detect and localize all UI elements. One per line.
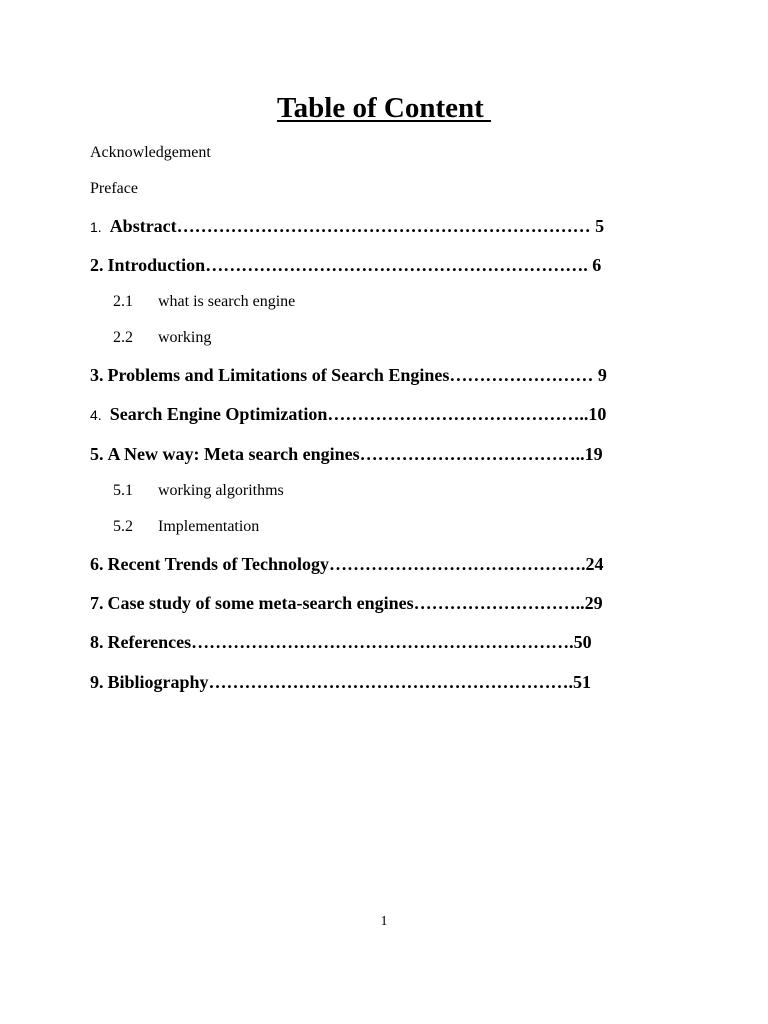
toc-entry-recent-trends [90, 554, 604, 575]
subentry-number: 5.1 [113, 482, 133, 499]
entry-number: 3. [90, 365, 104, 385]
toc-entry-introduction [90, 255, 601, 276]
toc-subentry-2-2 [113, 329, 211, 347]
entry-number: 1. [90, 219, 102, 235]
toc-entry-meta-search [90, 444, 603, 465]
subentry-text: working [158, 329, 212, 346]
entry-text: References……………………………………………………….50 [107, 632, 592, 652]
entry-text: A New way: Meta search engines………………………………..19 [107, 444, 603, 464]
page-title: Table of Content [276, 92, 492, 124]
toc-entry-seo [90, 404, 606, 425]
subentry-number: 2.2 [113, 329, 133, 346]
page-number: 1 [380, 914, 388, 929]
subentry-number: 2.1 [113, 293, 133, 310]
entry-number: 5. [90, 444, 104, 464]
toc-subentry-5-1 [113, 482, 284, 500]
acknowledgement-entry: Acknowledgement [90, 144, 211, 161]
toc-entry-problems [90, 365, 607, 386]
toc-entry-case-study [90, 593, 603, 614]
entry-number: 2. [90, 255, 104, 275]
subentry-number: 5.2 [113, 518, 133, 535]
entry-text: Problems and Limitations of Search Engines…………………… 9 [107, 365, 607, 385]
toc-entry-abstract [90, 216, 604, 237]
toc-entry-bibliography [90, 672, 591, 693]
subentry-text: Implementation [158, 518, 260, 535]
toc-subentry-2-1 [113, 293, 295, 311]
entry-text: Search Engine Optimization……………………………………..10 [109, 404, 607, 424]
entry-text: Introduction………………………………………………………. 6 [107, 255, 602, 275]
entry-number: 7. [90, 593, 104, 613]
entry-number: 4. [90, 407, 102, 423]
entry-number: 9. [90, 672, 104, 692]
toc-entry-references [90, 632, 592, 653]
entry-number: 6. [90, 554, 104, 574]
toc-subentry-5-2 [113, 518, 259, 536]
entry-text: Abstract…………………………………………………………… 5 [109, 216, 605, 236]
entry-number: 8. [90, 632, 104, 652]
preface-entry: Preface [90, 180, 138, 197]
entry-text: Recent Trends of Technology…………………………………….24 [107, 554, 604, 574]
entry-text: Case study of some meta-search engines………………………..29 [107, 593, 603, 613]
entry-text: Bibliography…………………………………………………….51 [107, 672, 592, 692]
subentry-text: what is search engine [158, 293, 296, 310]
subentry-text: working algorithms [158, 482, 284, 499]
